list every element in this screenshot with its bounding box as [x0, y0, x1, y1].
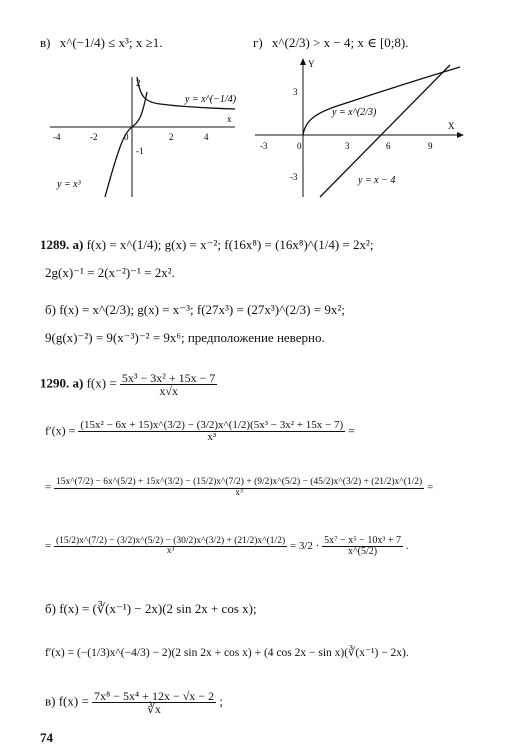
label-line: y = x − 4 [358, 175, 396, 186]
p1290-b-formula1: f(x) = (∛(x⁻¹) − 2x)(2 sin 2x + cos x); [59, 601, 257, 616]
p1290-step2-numerator: 15x^(7/2) − 6x^(5/2) + 15x^(3/2) − (15/2)x^(7/2) + (9/2)x^(5/2) − (45/2)x^(3/2) + (21/2)x^(1/2) [55, 477, 423, 487]
case-v-label: в) [40, 35, 51, 50]
p1290-v-denominator: ∛x [147, 702, 161, 716]
case-v-condition [40, 36, 162, 49]
p1289-a-label: а) [72, 237, 84, 252]
tick-y-top: 2 [136, 78, 141, 88]
tick-x-4: 2 [169, 132, 174, 142]
p1290-deriv-numerator: (15x² − 6x + 15)x^(3/2) − (3/2)x^(1/2)(5x³ − 3x² + 15x − 7) [80, 419, 344, 431]
axis-y-label: Y [308, 59, 315, 69]
axis-x-label: X [448, 121, 455, 131]
p1290-a-line [40, 372, 217, 397]
axis-x-label: x [227, 114, 232, 124]
p1289-a-formula1: f(x) = x^(1/4); g(x) = x⁻²; f(16x⁸) = (16x⁸)^(1/4) = 2x²; [86, 237, 374, 252]
p1290-step2-denominator: x³ [235, 487, 243, 498]
p1289-b-conclusion: ; предположение неверно. [180, 330, 325, 345]
p1290-b-line1 [45, 602, 257, 615]
p1289-a-line2: 2g(x)⁻¹ = 2(x⁻²)⁻¹ = 2x². [45, 265, 175, 280]
tick-y-1: 3 [293, 87, 298, 97]
case-g-condition [253, 36, 408, 49]
p1289-b-formula1: f(x) = x^(2/3); g(x) = x⁻³; f(27x³) = (27x³)^(2/3) = 9x²; [59, 302, 345, 317]
p1290-step3 [45, 536, 408, 557]
p1290-a-fraction [120, 372, 218, 397]
equals-sign: = [426, 481, 434, 494]
case-v-inequality: x^(−1/4) ≤ x³; x ≥1. [59, 35, 163, 50]
p1289-number: 1289. [40, 237, 70, 252]
equals-sign: = [289, 540, 299, 553]
p1290-v-line [45, 690, 223, 715]
graph-right [250, 55, 470, 200]
p1289-b-line1 [45, 303, 345, 316]
p1290-step2 [45, 478, 433, 498]
cube-curve [105, 92, 147, 197]
p1289-a-line1 [40, 238, 374, 251]
p1290-v-numerator: 7x⁸ − 5x⁴ + 12x − √x − 2 [94, 689, 215, 703]
p1290-v-fraction [92, 690, 216, 715]
p1290-b-line2: f′(x) = (−(1/3)x^(−4/3) − 2)(2 sin 2x + cos x) + (4 cos 2x − sin x)(∛(x⁻¹) − 2x). [45, 647, 409, 659]
p1290-step3-numerator: (15/2)x^(7/2) − (3/2)x^(5/2) − (30/2)x^(3/2) + (21/2)x^(1/2) [55, 535, 286, 546]
p1290-derivative [45, 420, 355, 443]
p1290-step3-fraction [54, 537, 287, 557]
p1290-v-lhs: f(x) = [58, 693, 89, 709]
graph-left [45, 72, 245, 202]
p1290-a-denominator: x√x [159, 384, 178, 398]
equals-sign: = [45, 481, 54, 494]
p1290-deriv-denominator: x³ [207, 431, 217, 443]
p1290-number: 1290. [40, 375, 70, 391]
equals-sign: = [45, 540, 54, 553]
label-power: y = x^(−1/4) [185, 94, 237, 105]
p1290-step3-result-numerator: 5x⁷ − x⁵ − 10x³ + 7 [324, 535, 401, 546]
tick-x-3: 0 [124, 132, 129, 142]
tick-x-3: 3 [345, 141, 350, 151]
p1290-a-label: а) [72, 375, 84, 391]
tick-y-2: -3 [290, 172, 298, 182]
tick-x-1: -3 [260, 141, 268, 151]
p1290-a-lhs: f(x) = [86, 375, 117, 391]
tick-x-2: 0 [297, 141, 302, 151]
p1289-b-formula2: 9(g(x)⁻²) = 9(x⁻³)⁻² = 9x⁶ [45, 330, 181, 345]
equals-sign: = [348, 423, 355, 438]
p1290-deriv-fraction [78, 420, 345, 443]
p1290-deriv-lhs: f′(x) = [45, 423, 76, 438]
tick-x-5: 9 [428, 141, 433, 151]
tick-x-2: -2 [90, 132, 98, 142]
p1290-b-label: б) [45, 601, 56, 616]
power-curve [303, 67, 460, 135]
p1290-step3-result [322, 536, 403, 557]
p1290-step2-fraction [54, 478, 424, 498]
x-axis-arrow [457, 132, 464, 138]
y-axis-arrow [300, 58, 306, 65]
tick-y-bottom: -1 [136, 146, 144, 156]
label-power: y = x^(2/3) [332, 107, 377, 118]
p1290-v-label: в) [45, 693, 56, 709]
p1290-step3-denominator: x³ [166, 546, 175, 556]
page-number: 74 [40, 730, 53, 745]
tick-x-1: -4 [53, 132, 61, 142]
tick-x-4: 6 [386, 141, 391, 151]
period: . [405, 540, 409, 553]
case-g-label: г) [253, 35, 263, 50]
p1290-step3-result-denominator: x^(5/2) [347, 546, 378, 557]
p1290-step3-coef: 3/2 · [298, 540, 320, 553]
p1289-b-label: б) [45, 302, 56, 317]
p1290-a-numerator: 5x³ − 3x² + 15x − 7 [121, 371, 216, 385]
label-cube: y = x³ [57, 179, 81, 190]
semicolon: ; [219, 693, 223, 709]
case-g-inequality: x^(2/3) > x − 4; x ∈ [0;8). [271, 35, 409, 50]
p1289-b-line2 [45, 331, 325, 344]
tick-x-5: 4 [204, 132, 209, 142]
